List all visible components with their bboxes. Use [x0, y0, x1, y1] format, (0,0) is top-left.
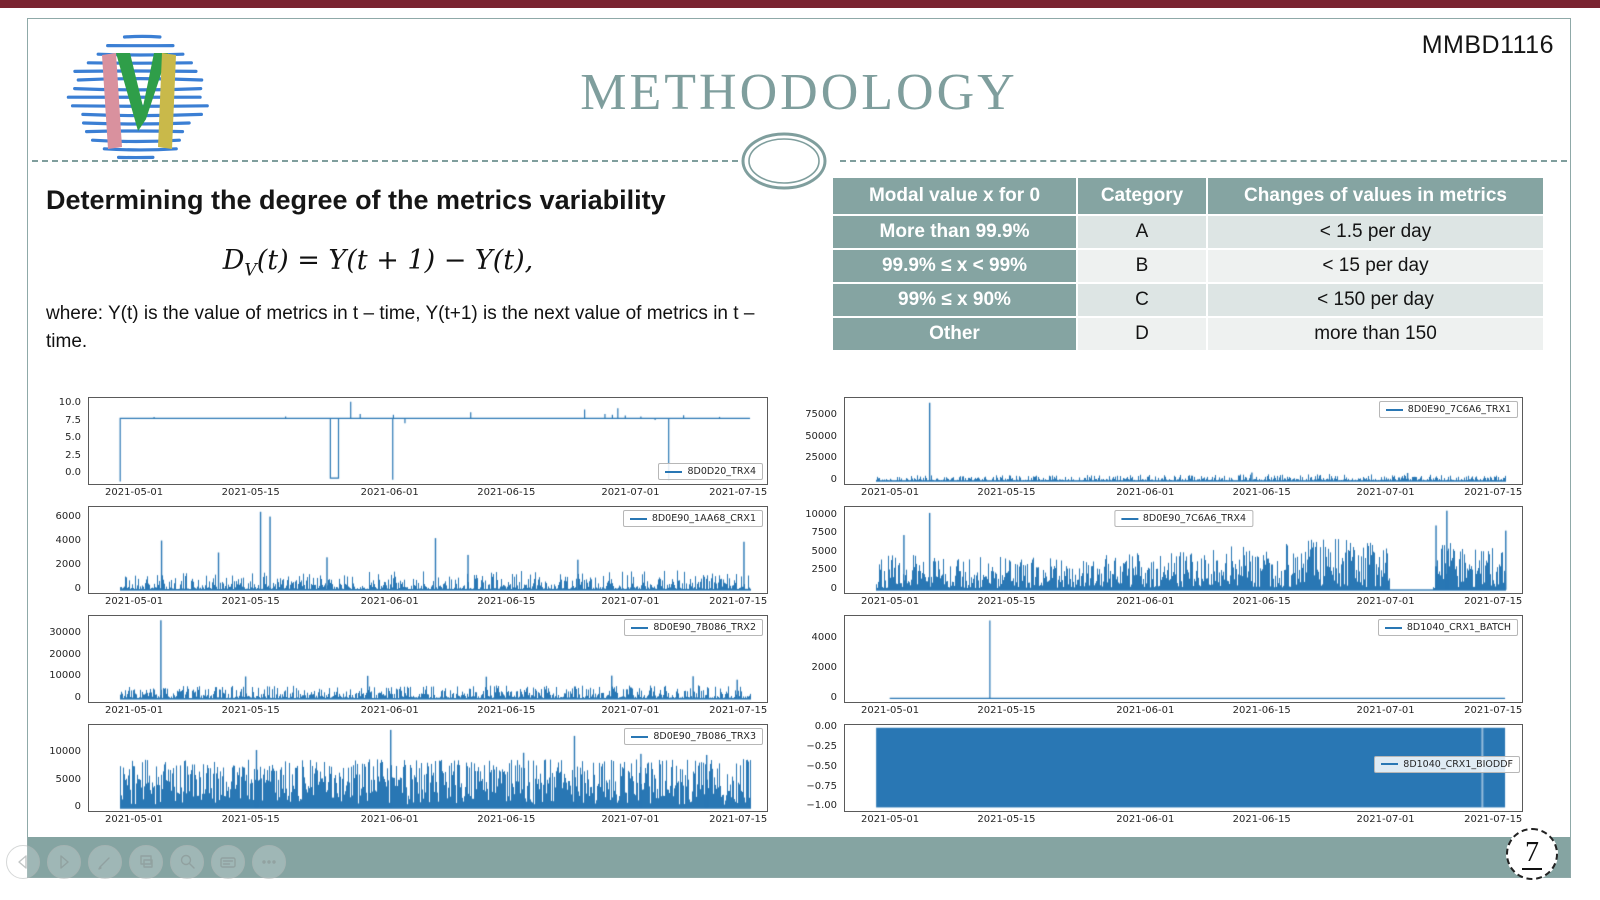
- x-tick-label: 2021-06-01: [360, 487, 419, 498]
- y-tick-label: 5.0: [65, 432, 81, 444]
- y-tick-label: 30000: [49, 627, 81, 639]
- legend-label: 8D0E90_7C6A6_TRX1: [1407, 404, 1511, 415]
- x-tick-label: 2021-05-15: [221, 487, 280, 498]
- slide: [27, 18, 1571, 878]
- y-tick-label: 10000: [805, 508, 837, 520]
- chart-plot-area: [844, 724, 1523, 812]
- x-tick-label: 2021-05-15: [221, 705, 280, 716]
- x-tick-label: 2021-05-01: [860, 705, 920, 716]
- x-tick-label: 2021-07-01: [601, 814, 660, 825]
- table-row: [833, 284, 1543, 316]
- x-tick-label: 2021-06-15: [477, 814, 536, 825]
- table-cell: D: [1078, 318, 1206, 350]
- chart-panel-8D1040_CRX1_BIODDF: [800, 720, 1523, 832]
- y-tick-label: −0.75: [806, 780, 837, 792]
- x-tick-label: 2021-07-15: [709, 487, 768, 498]
- zoom-icon[interactable]: [170, 845, 204, 879]
- legend-line-swatch: [631, 736, 648, 738]
- chart-legend: [1114, 510, 1253, 527]
- chart-panel-8D0D20_TRX4: [46, 397, 771, 505]
- y-tick-label: 0: [830, 473, 837, 485]
- y-tick-label: 0.0: [65, 467, 81, 479]
- y-tick-label: 25000: [805, 452, 837, 464]
- y-tick-label: 5000: [811, 545, 837, 557]
- legend-line-swatch: [1386, 409, 1403, 411]
- x-tick-label: 2021-05-01: [105, 596, 164, 607]
- x-tick-label: 2021-07-15: [709, 814, 768, 825]
- table-cell: more than 150: [1208, 318, 1543, 350]
- table-cell: More than 99.9%: [833, 216, 1076, 248]
- legend-label: 8D0D20_TRX4: [687, 466, 756, 477]
- y-tick-label: −0.25: [806, 740, 837, 752]
- x-tick-label: 2021-06-01: [360, 814, 419, 825]
- y-tick-label: −0.50: [806, 760, 837, 772]
- divider-dashed-right: [840, 160, 1567, 162]
- chart-legend: [1379, 401, 1518, 418]
- table-cell: 99% ≤ x 90%: [833, 284, 1076, 316]
- chart-plot-area: [88, 724, 768, 812]
- next-slide-icon[interactable]: [47, 845, 81, 879]
- x-tick-label: 2021-06-15: [477, 596, 536, 607]
- formula: [138, 245, 618, 280]
- x-tick-label: 2021-06-01: [1116, 596, 1175, 607]
- chart-panel-8D0E90_1AA68_CRX1: [46, 506, 771, 614]
- x-tick-label: 2021-07-01: [601, 596, 660, 607]
- x-tick-label: 2021-07-01: [1356, 814, 1415, 825]
- course-code: MMBD1116: [1421, 31, 1554, 59]
- x-tick-label: 2021-06-01: [360, 705, 419, 716]
- table-cell: < 150 per day: [1208, 284, 1543, 316]
- category-table: [831, 176, 1545, 352]
- x-tick-label: 2021-07-01: [1356, 705, 1415, 716]
- y-tick-label: 2.5: [65, 449, 81, 461]
- y-tick-label: 2000: [811, 661, 837, 673]
- x-tick-label: 2021-07-15: [709, 705, 768, 716]
- x-tick-label: 2021-07-01: [1356, 596, 1415, 607]
- y-tick-label: 2500: [811, 564, 837, 576]
- y-tick-label: −1.00: [806, 800, 837, 812]
- chart-panel-8D0E90_7C6A6_TRX1: [800, 397, 1523, 505]
- legend-label: 8D0E90_7C6A6_TRX4: [1142, 513, 1247, 524]
- x-tick-label: 2021-06-01: [1116, 814, 1175, 825]
- chart-legend: [623, 510, 763, 527]
- table-cell: < 1.5 per day: [1208, 216, 1543, 248]
- y-tick-label: 0: [74, 691, 81, 703]
- x-tick-label: 2021-07-01: [601, 487, 660, 498]
- x-tick-label: 2021-06-15: [1232, 596, 1291, 607]
- x-tick-label: 2021-06-15: [477, 487, 536, 498]
- x-tick-label: 2021-06-01: [360, 596, 419, 607]
- x-tick-label: 2021-05-01: [860, 596, 920, 607]
- y-tick-label: 4000: [55, 534, 81, 546]
- page-number: 7: [1522, 838, 1542, 869]
- x-tick-label: 2021-07-15: [709, 596, 768, 607]
- legend-line-swatch: [630, 518, 647, 520]
- charts-left-column: [46, 391, 771, 851]
- legend-label: 8D1040_CRX1_BIODDF: [1403, 758, 1513, 770]
- x-tick-label: 2021-06-01: [1116, 705, 1175, 716]
- top-accent-bar: [0, 0, 1600, 8]
- y-tick-label: 6000: [55, 510, 81, 522]
- table-row: [833, 318, 1543, 350]
- chart-legend: [1374, 756, 1520, 773]
- chart-legend: [1378, 619, 1518, 636]
- x-tick-label: 2021-07-15: [1464, 487, 1523, 498]
- legend-label: 8D0E90_1AA68_CRX1: [651, 513, 756, 524]
- legend-line-swatch: [1385, 627, 1402, 629]
- y-tick-label: 2000: [55, 558, 81, 570]
- x-tick-label: 2021-06-15: [1232, 814, 1291, 825]
- y-tick-label: 10.0: [58, 397, 81, 409]
- table-header-row: [833, 178, 1543, 214]
- notes-icon[interactable]: [211, 845, 245, 879]
- chart-panel-8D0E90_7B086_TRX2: [46, 615, 771, 723]
- more-options-icon[interactable]: [252, 845, 286, 879]
- table-cell: B: [1078, 250, 1206, 282]
- legend-line-swatch: [1381, 763, 1398, 765]
- table-cell: 99.9% ≤ x < 99%: [833, 250, 1076, 282]
- x-tick-label: 2021-07-15: [1464, 705, 1523, 716]
- chart-plot-area: [88, 397, 768, 485]
- chart-plot-area: [844, 506, 1523, 594]
- y-tick-label: 0: [830, 691, 837, 703]
- legend-line-swatch: [1121, 518, 1138, 520]
- table-row: [833, 216, 1543, 248]
- table-cell: Other: [833, 318, 1076, 350]
- y-tick-label: 75000: [805, 409, 837, 421]
- table-cell: C: [1078, 284, 1206, 316]
- x-tick-label: 2021-06-15: [477, 705, 536, 716]
- x-tick-label: 2021-06-15: [1232, 487, 1291, 498]
- x-tick-label: 2021-07-01: [601, 705, 660, 716]
- pen-icon[interactable]: [88, 845, 122, 879]
- x-tick-label: 2021-05-15: [221, 814, 280, 825]
- x-tick-label: 2021-05-01: [105, 487, 164, 498]
- x-tick-label: 2021-07-15: [1464, 596, 1523, 607]
- table-cell: < 15 per day: [1208, 250, 1543, 282]
- x-tick-label: 2021-05-15: [977, 814, 1036, 825]
- x-tick-label: 2021-05-15: [977, 705, 1036, 716]
- chart-plot-area: [844, 615, 1523, 703]
- x-tick-label: 2021-07-15: [1464, 814, 1523, 825]
- divider-oval-ornament: [740, 131, 828, 191]
- legend-line-swatch: [631, 627, 648, 629]
- section-heading: Determining the degree of the metrics variability: [46, 185, 666, 215]
- x-tick-label: 2021-05-01: [860, 487, 920, 498]
- formula-explanation: where: Y(t) is the value of metrics in t – time, Y(t+1) is the next value of metrics in t – time.: [46, 303, 755, 352]
- x-tick-label: 2021-05-15: [221, 596, 280, 607]
- chart-legend: [624, 728, 763, 745]
- table-cell: A: [1078, 216, 1206, 248]
- chart-panel-8D0E90_7C6A6_TRX4: [800, 506, 1523, 614]
- presentation-toolbar: [6, 845, 286, 879]
- legend-label: 8D0E90_7B086_TRX2: [653, 622, 756, 633]
- table-row: [833, 250, 1543, 282]
- y-tick-label: 0: [74, 800, 81, 812]
- y-tick-label: 5000: [55, 773, 81, 785]
- x-tick-label: 2021-05-15: [977, 487, 1036, 498]
- page-title: METHODOLOGY: [580, 64, 1018, 121]
- y-tick-label: 50000: [805, 430, 837, 442]
- y-tick-label: 20000: [49, 648, 81, 660]
- table-header-cell: Category: [1078, 178, 1206, 214]
- previous-slide-icon[interactable]: [6, 845, 40, 879]
- chart-legend: [658, 463, 763, 480]
- y-tick-label: 4000: [811, 631, 837, 643]
- chart-legend: [624, 619, 763, 636]
- chart-plot-area: [88, 506, 768, 594]
- charts-right-column: [800, 391, 1523, 851]
- y-tick-label: 0: [74, 582, 81, 594]
- divider-dashed-left: [32, 160, 738, 162]
- x-tick-label: 2021-05-01: [105, 814, 164, 825]
- table-header-cell: Changes of values in metrics: [1208, 178, 1543, 214]
- x-tick-label: 2021-05-15: [977, 596, 1036, 607]
- x-tick-label: 2021-05-01: [860, 814, 920, 825]
- y-tick-label: 10000: [49, 746, 81, 758]
- chart-panel-8D1040_CRX1_BATCH: [800, 615, 1523, 723]
- y-tick-label: 7.5: [65, 414, 81, 426]
- y-tick-label: 0: [830, 582, 837, 594]
- x-tick-label: 2021-07-01: [1356, 487, 1415, 498]
- chart-plot-area: [88, 615, 768, 703]
- x-tick-label: 2021-06-15: [1232, 705, 1291, 716]
- y-tick-label: 10000: [49, 670, 81, 682]
- formula-subscript: V: [244, 260, 257, 281]
- formula-rhs: (t) = Y(t + 1) − Y(t),: [256, 245, 534, 276]
- chart-plot-area: [844, 397, 1523, 485]
- x-tick-label: 2021-06-01: [1116, 487, 1175, 498]
- y-tick-label: 0.00: [814, 720, 837, 732]
- table-header-cell: Modal value x for 0: [833, 178, 1076, 214]
- slide-panels-icon[interactable]: [129, 845, 163, 879]
- x-tick-label: 2021-05-01: [105, 705, 164, 716]
- page-number-badge: [1506, 828, 1558, 880]
- chart-panel-8D0E90_7B086_TRX3: [46, 724, 771, 832]
- y-tick-label: 7500: [811, 527, 837, 539]
- legend-line-swatch: [665, 471, 682, 473]
- formula-lhs: D: [222, 245, 245, 276]
- legend-label: 8D1040_CRX1_BATCH: [1406, 622, 1511, 633]
- legend-label: 8D0E90_7B086_TRX3: [653, 731, 756, 742]
